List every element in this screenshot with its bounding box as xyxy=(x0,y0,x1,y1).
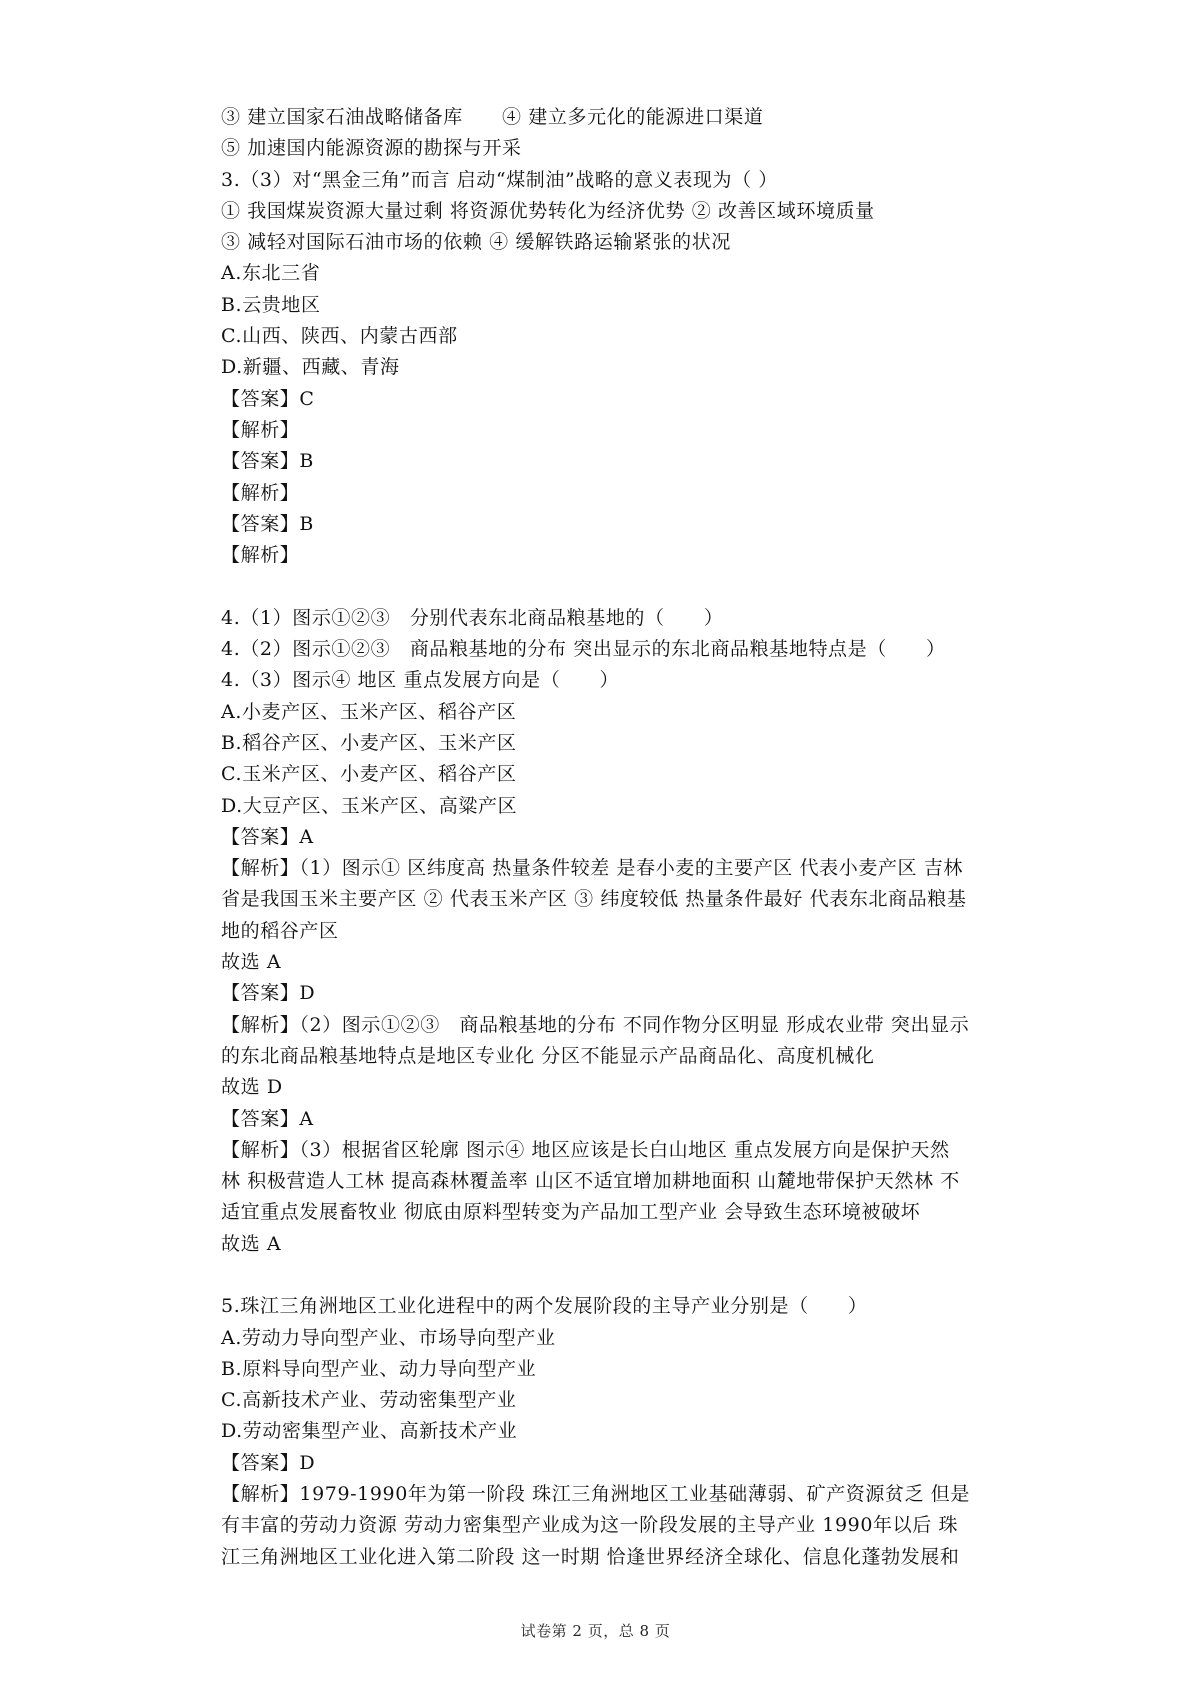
option-d: D.新疆、西藏、青海 xyxy=(221,356,400,379)
analysis-line: 【解析】（2）图示①②③ 商品粮基地的分布 不同作物分区明显 形成农业带 突出显示 xyxy=(221,1013,970,1036)
text-line: ③ 减轻对国际石油市场的依赖 ④ 缓解铁路运输紧张的状况 xyxy=(221,231,731,254)
analysis-line: 【解析】 xyxy=(221,544,300,567)
option-d: D.劳动密集型产业、高新技术产业 xyxy=(221,1420,518,1443)
option-a: A.小麦产区、玉米产区、稻谷产区 xyxy=(221,700,517,723)
choice-line: 故选 A xyxy=(221,1232,282,1255)
analysis-line: 林 积极营造人工林 提高森林覆盖率 山区不适宜增加耕地面积 山麓地带保护天然林 不 xyxy=(221,1170,960,1193)
question-stem: 5.珠江三角洲地区工业化进程中的两个发展阶段的主导产业分别是（ ） xyxy=(221,1295,868,1318)
question-stem: 4.（3）图示④ 地区 重点发展方向是（ ） xyxy=(221,669,620,692)
analysis-line: 【解析】 xyxy=(221,481,300,504)
option-a: A.劳动力导向型产业、市场导向型产业 xyxy=(221,1326,556,1349)
analysis-line: 江三角洲地区工业化进入第二阶段 这一时期 恰逢世界经济全球化、信息化蓬勃发展和 xyxy=(221,1545,960,1568)
text-line: ⑤ 加速国内能源资源的勘探与开采 xyxy=(221,137,522,160)
page-footer: 试卷第 2 页，总 8 页 xyxy=(520,1622,671,1640)
paragraph-gap xyxy=(221,1260,1021,1291)
option-c: C.高新技术产业、劳动密集型产业 xyxy=(221,1389,517,1412)
answer-line: 【答案】A xyxy=(221,825,314,848)
choice-line: 故选 A xyxy=(221,951,282,974)
option-d: D.大豆产区、玉米产区、高粱产区 xyxy=(221,794,518,817)
analysis-line: 地的稻谷产区 xyxy=(221,919,339,942)
answer-line: 【答案】B xyxy=(221,450,314,473)
answer-line: 【答案】D xyxy=(221,1451,316,1474)
analysis-line: 有丰富的劳动力资源 劳动力密集型产业成为这一阶段发展的主导产业 1990年以后 珠 xyxy=(221,1514,959,1537)
analysis-line: 【解析】 xyxy=(221,418,300,441)
text-block-q5 xyxy=(221,1291,1021,1573)
answer-line: 【答案】C xyxy=(221,387,315,410)
choice-line: 故选 D xyxy=(221,1076,283,1099)
analysis-line: 适宜重点发展畜牧业 彻底由原料型转变为产品加工型产业 会导致生态环境被破坏 xyxy=(221,1201,921,1224)
analysis-line: 的东北商品粮基地特点是地区专业化 分区不能显示产品商品化、高度机械化 xyxy=(221,1044,875,1067)
paragraph-gap xyxy=(221,571,1021,602)
option-a: A.东北三省 xyxy=(221,262,321,285)
text-block-q4 xyxy=(221,603,1021,1260)
analysis-line: 省是我国玉米主要产区 ② 代表玉米产区 ③ 纬度较低 热量条件最好 代表东北商品粮基 xyxy=(221,888,967,911)
text-line: ① 我国煤炭资源大量过剩 将资源优势转化为经济优势 ② 改善区域环境质量 xyxy=(221,199,875,222)
text-line: ③ 建立国家石油战略储备库 ④ 建立多元化的能源进口渠道 xyxy=(221,106,764,128)
option-c: C.山西、陕西、内蒙古西部 xyxy=(221,325,458,348)
analysis-line: 【解析】（1）图示① 区纬度高 热量条件较差 是春小麦的主要产区 代表小麦产区 吉林 xyxy=(221,857,963,880)
text-block-q3 xyxy=(221,102,1021,571)
page-content xyxy=(221,102,1021,1573)
question-stem: 3.（3）对“黑金三角”而言 启动“煤制油”战略的意义表现为（ ） xyxy=(221,168,778,191)
question-stem: 4.（2）图示①②③ 商品粮基地的分布 突出显示的东北商品粮基地特点是（ ） xyxy=(221,638,946,661)
option-b: B.云贵地区 xyxy=(221,293,321,316)
answer-line: 【答案】B xyxy=(221,512,314,535)
option-b: B.原料导向型产业、动力导向型产业 xyxy=(221,1357,537,1380)
option-b: B.稻谷产区、小麦产区、玉米产区 xyxy=(221,731,517,754)
option-c: C.玉米产区、小麦产区、稻谷产区 xyxy=(221,763,517,786)
answer-line: 【答案】A xyxy=(221,1107,314,1130)
question-stem: 4.（1）图示①②③ 分别代表东北商品粮基地的（ ） xyxy=(221,606,724,629)
answer-line: 【答案】D xyxy=(221,982,316,1005)
analysis-line: 【解析】1979-1990年为第一阶段 珠江三角洲地区工业基础薄弱、矿产资源贫乏 但是 xyxy=(221,1483,971,1506)
analysis-line: 【解析】（3）根据省区轮廓 图示④ 地区应该是长白山地区 重点发展方向是保护天然 xyxy=(221,1138,950,1161)
